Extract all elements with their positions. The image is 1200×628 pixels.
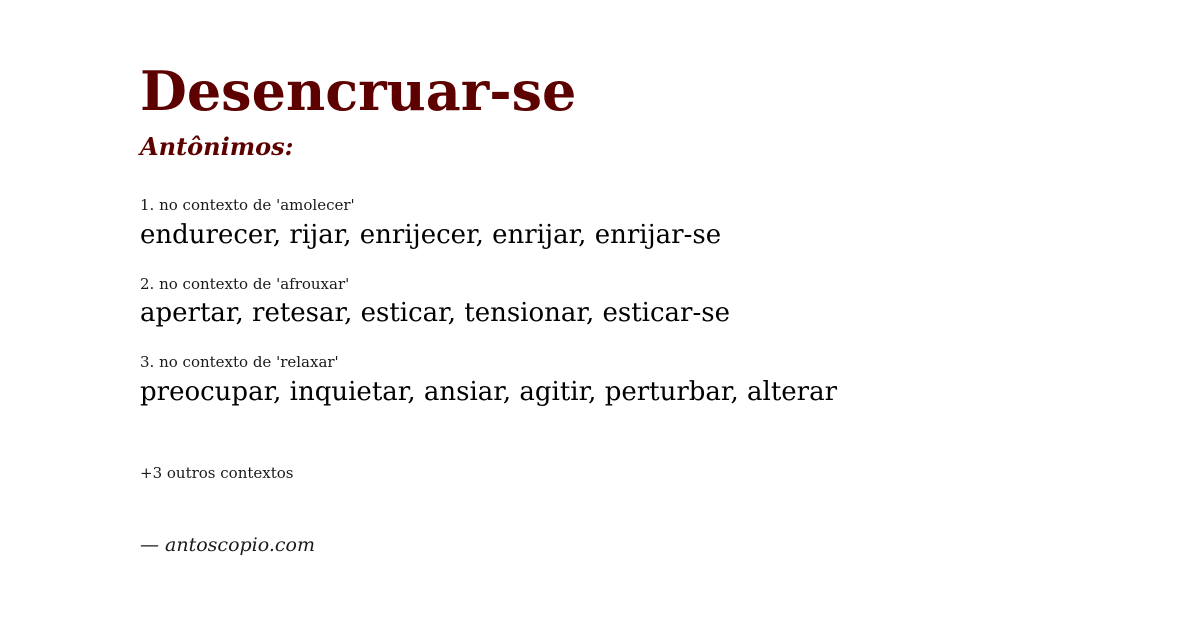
sense-words: preocupar, inquietar, ansiar, agitir, perturbar, alterar (140, 376, 838, 407)
sense-words: endurecer, rijar, enrijecer, enrijar, enrijar-se (140, 219, 722, 250)
sense-list (140, 196, 1140, 432)
sense-context: 1. no contexto de 'amolecer' (140, 196, 355, 214)
sense-words: apertar, retesar, esticar, tensionar, esticar-se (140, 298, 731, 329)
sense-context: 2. no contexto de 'afrouxar' (140, 274, 350, 293)
list-item (140, 275, 1140, 332)
list-item (140, 353, 1140, 410)
section-subtitle: Antônimos: (140, 132, 294, 161)
sense-context: 3. no contexto de 'relaxar' (140, 353, 339, 372)
list-item (140, 196, 1140, 253)
more-contexts-note: +3 outros contextos (140, 464, 294, 482)
page-title: Desencruar-se (140, 59, 577, 123)
source-attribution: — antoscopio.com (140, 534, 315, 556)
